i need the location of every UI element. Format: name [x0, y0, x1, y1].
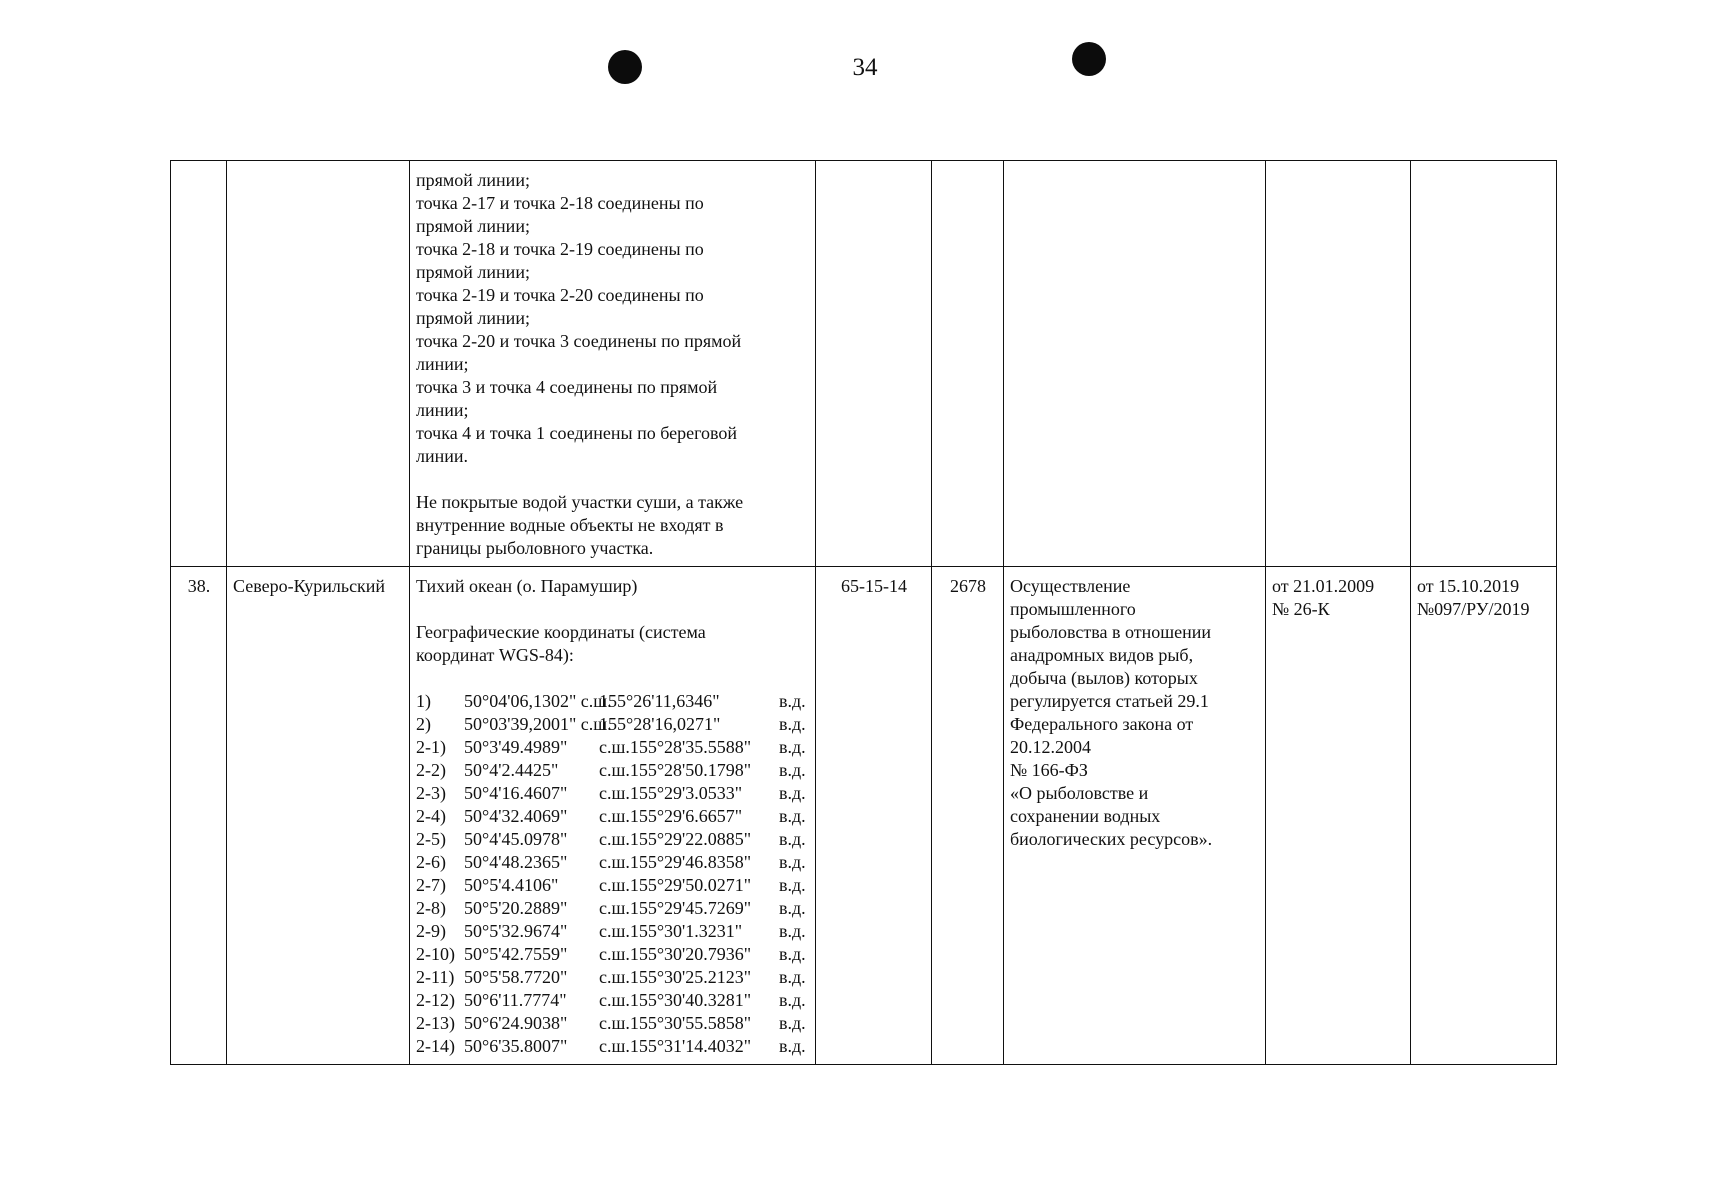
coordinate-longitude: с.ш.155°30'40.3281"	[599, 990, 752, 1010]
coordinate-point-number: 1)	[416, 691, 431, 711]
coordinate-row	[416, 805, 810, 828]
coordinate-latitude: 50°4'45.0978"	[464, 829, 568, 849]
date-line: от 21.01.2009	[1272, 576, 1375, 596]
coordinate-latitude: 50°6'24.9038"	[464, 1013, 568, 1033]
coordinate-point-number: 2-14)	[416, 1036, 455, 1056]
coordinate-longitude: с.ш.155°31'14.4032"	[599, 1036, 752, 1056]
description-line: прямой линии;	[416, 308, 530, 328]
cell-area-name: Северо-Курильский	[227, 567, 410, 1065]
description-line: точка 2-17 и точка 2-18 соединены по	[416, 193, 704, 213]
description-line: точка 3 и точка 4 соединены по прямой	[416, 377, 718, 397]
coordinate-latitude: 50°5'4.4106"	[464, 875, 559, 895]
description-line: точка 2-19 и точка 2-20 соединены по	[416, 285, 704, 305]
cell-date1-empty	[1266, 161, 1411, 567]
coordinate-direction: в.д.	[779, 898, 806, 918]
coordinate-longitude: с.ш.155°29'22.0885"	[599, 829, 752, 849]
coordinate-direction: в.д.	[779, 737, 806, 757]
coordinate-longitude: 155°28'16,0271"	[599, 714, 721, 734]
cell-purpose	[1004, 567, 1266, 1065]
description-line: линии;	[416, 354, 469, 374]
cell-boundary-description	[410, 161, 816, 567]
coordinate-longitude: с.ш.155°30'25.2123"	[599, 967, 752, 987]
cell-name-empty	[227, 161, 410, 567]
coordinate-latitude: 50°5'20.2889"	[464, 898, 568, 918]
coordinate-longitude: с.ш.155°29'45.7269"	[599, 898, 752, 918]
cell-date2-empty	[1411, 161, 1557, 567]
coordinate-direction: в.д.	[779, 1036, 806, 1056]
date-line: № 26-К	[1272, 599, 1330, 619]
purpose-line: добыча (вылов) которых	[1010, 668, 1198, 688]
coordinate-latitude: 50°4'2.4425"	[464, 760, 559, 780]
coordinate-row	[416, 736, 810, 759]
coordinate-point-number: 2-7)	[416, 875, 446, 895]
coordinate-point-number: 2-5)	[416, 829, 446, 849]
coordinate-row	[416, 943, 810, 966]
cell-number-empty	[171, 161, 227, 567]
note-line: Не покрытые водой участки суши, а также	[416, 492, 744, 512]
coordinate-row	[416, 851, 810, 874]
cell-code-empty	[816, 161, 932, 567]
coordinate-direction: в.д.	[779, 990, 806, 1010]
purpose-line: № 166-ФЗ	[1010, 760, 1088, 780]
coordinate-latitude: 50°4'16.4607"	[464, 783, 568, 803]
coords-header-line: Географические координаты (система	[416, 622, 706, 642]
page-number: 34	[852, 54, 878, 81]
coordinate-row	[416, 989, 810, 1012]
coordinate-latitude: 50°5'32.9674"	[464, 921, 568, 941]
description-line: точка 2-18 и точка 2-19 соединены по	[416, 239, 704, 259]
coordinate-point-number: 2)	[416, 714, 431, 734]
coordinate-row	[416, 1035, 810, 1058]
coords-header-line: координат WGS-84):	[416, 645, 574, 665]
coordinate-point-number: 2-12)	[416, 990, 455, 1010]
coordinate-direction: в.д.	[779, 691, 806, 711]
date-line: №097/РУ/2019	[1417, 599, 1530, 619]
description-line: линии.	[416, 446, 469, 466]
cell-purpose-empty	[1004, 161, 1266, 567]
cell-row-number: 38.	[171, 567, 227, 1065]
coordinate-latitude: 50°04'06,1302" с.ш.	[464, 691, 612, 711]
coordinate-row	[416, 920, 810, 943]
coordinate-direction: в.д.	[779, 760, 806, 780]
purpose-line: биологических ресурсов».	[1010, 829, 1213, 849]
location-text: Тихий океан (о. Парамушир)	[416, 576, 638, 596]
purpose-line: сохранении водных	[1010, 806, 1161, 826]
coordinate-longitude: 155°26'11,6346"	[599, 691, 720, 711]
coordinate-direction: в.д.	[779, 967, 806, 987]
coordinate-direction: в.д.	[779, 852, 806, 872]
coordinate-point-number: 2-11)	[416, 967, 455, 987]
coordinate-row	[416, 782, 810, 805]
coordinate-point-number: 2-6)	[416, 852, 446, 872]
purpose-line: Федерального закона от	[1010, 714, 1194, 734]
coordinate-row	[416, 966, 810, 989]
coordinate-row	[416, 690, 810, 713]
description-line: прямой линии;	[416, 262, 530, 282]
coordinate-direction: в.д.	[779, 829, 806, 849]
punch-hole-right	[1072, 42, 1106, 76]
coordinate-direction: в.д.	[779, 806, 806, 826]
description-line: прямой линии;	[416, 216, 530, 236]
coordinate-row	[416, 897, 810, 920]
fishing-areas-table	[170, 160, 1557, 1065]
coordinate-longitude: с.ш.155°29'50.0271"	[599, 875, 752, 895]
purpose-line: анадромных видов рыб,	[1010, 645, 1194, 665]
coordinate-direction: в.д.	[779, 1013, 806, 1033]
coordinate-latitude: 50°3'49.4989"	[464, 737, 568, 757]
coordinate-direction: в.д.	[779, 783, 806, 803]
coordinate-latitude: 50°6'11.7774"	[464, 990, 567, 1010]
coordinate-longitude: с.ш.155°30'55.5858"	[599, 1013, 752, 1033]
coordinate-point-number: 2-9)	[416, 921, 446, 941]
description-line: точка 2-20 и точка 3 соединены по прямой	[416, 331, 742, 351]
coordinate-longitude: с.ш.155°30'1.3231"	[599, 921, 743, 941]
purpose-line: промышленного	[1010, 599, 1136, 619]
coordinate-latitude: 50°6'35.8007"	[464, 1036, 568, 1056]
purpose-line: Осуществление	[1010, 576, 1131, 596]
cell-code: 65-15-14	[816, 567, 932, 1065]
coordinate-longitude: с.ш.155°29'3.0533"	[599, 783, 743, 803]
coordinate-direction: в.д.	[779, 714, 806, 734]
coordinate-point-number: 2-4)	[416, 806, 446, 826]
coordinate-direction: в.д.	[779, 944, 806, 964]
coordinate-point-number: 2-3)	[416, 783, 446, 803]
coordinate-row	[416, 828, 810, 851]
coordinate-latitude: 50°03'39,2001" с.ш.	[464, 714, 612, 734]
punch-hole-left	[608, 50, 642, 84]
purpose-line: рыболовства в отношении	[1010, 622, 1212, 642]
coordinate-latitude: 50°4'32.4069"	[464, 806, 568, 826]
coordinate-point-number: 2-10)	[416, 944, 455, 964]
coordinate-point-number: 2-13)	[416, 1013, 455, 1033]
description-line: прямой линии;	[416, 170, 530, 190]
coordinate-row	[416, 1012, 810, 1035]
coordinate-latitude: 50°5'58.7720"	[464, 967, 568, 987]
coordinate-row	[416, 759, 810, 782]
coordinate-latitude: 50°4'48.2365"	[464, 852, 568, 872]
coordinate-latitude: 50°5'42.7559"	[464, 944, 568, 964]
cell-date-2	[1411, 567, 1557, 1065]
coordinate-point-number: 2-2)	[416, 760, 446, 780]
table-row-continued	[171, 161, 1557, 567]
note-line: границы рыболовного участка.	[416, 538, 654, 558]
description-line: линии;	[416, 400, 469, 420]
coordinate-longitude: с.ш.155°28'35.5588"	[599, 737, 752, 757]
cell-area: 2678	[932, 567, 1004, 1065]
coordinate-longitude: с.ш.155°29'46.8358"	[599, 852, 752, 872]
purpose-line: регулируется статьей 29.1	[1010, 691, 1209, 711]
coordinate-longitude: с.ш.155°29'6.6657"	[599, 806, 743, 826]
coordinate-longitude: с.ш.155°30'20.7936"	[599, 944, 752, 964]
table-row-38	[171, 567, 1557, 1065]
cell-boundary-coordinates	[410, 567, 816, 1065]
purpose-line: 20.12.2004	[1010, 737, 1091, 757]
coordinate-row	[416, 874, 810, 897]
description-line: точка 4 и точка 1 соединены по береговой	[416, 423, 738, 443]
purpose-line: «О рыболовстве и	[1010, 783, 1149, 803]
cell-date-1	[1266, 567, 1411, 1065]
coordinate-point-number: 2-8)	[416, 898, 446, 918]
coordinate-list	[416, 690, 810, 1058]
cell-area-empty	[932, 161, 1004, 567]
coordinate-point-number: 2-1)	[416, 737, 446, 757]
date-line: от 15.10.2019	[1417, 576, 1520, 596]
note-line: внутренние водные объекты не входят в	[416, 515, 724, 535]
coordinate-direction: в.д.	[779, 921, 806, 941]
coordinate-row	[416, 713, 810, 736]
coordinate-direction: в.д.	[779, 875, 806, 895]
coordinate-longitude: с.ш.155°28'50.1798"	[599, 760, 752, 780]
